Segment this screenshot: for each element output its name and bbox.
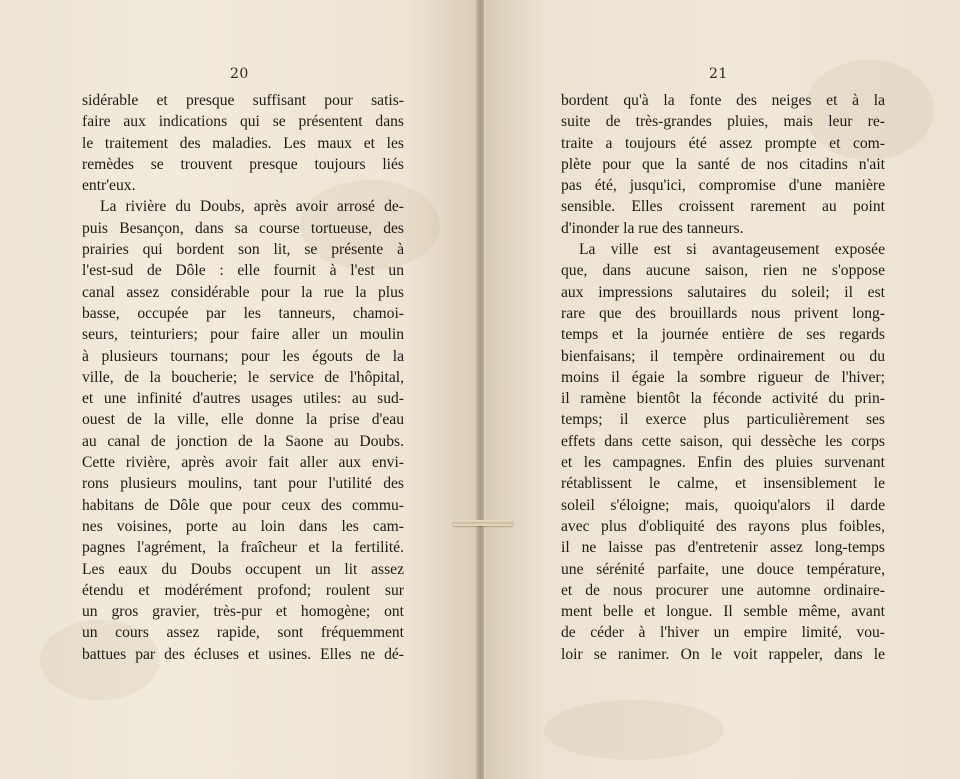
text-line: faire aux indications qui se présentent dans — [82, 113, 404, 131]
text-line: pagnes l'agrément, la fraîcheur et la fertilité. — [82, 539, 404, 557]
text-line: battues par des écluses et usines. Elles ne dé- — [82, 645, 404, 663]
text-line: un cours assez rapide, sont fréquemment — [82, 624, 404, 642]
text-line: aux impressions salutaires du soleil; il est — [561, 283, 885, 301]
page-number: 20 — [230, 66, 249, 82]
text-line: canal assez considérable pour la rue la plus — [82, 283, 404, 301]
text-line: suite de très-grandes pluies, mais leur re- — [561, 113, 885, 131]
text-line: et les campagnes. Enfin des pluies survenant — [561, 454, 885, 472]
text-line: pas été, jusqu'ici, compromise d'une manière — [561, 177, 885, 195]
paper-stain — [544, 700, 724, 760]
text-line: rons plusieurs moulins, tant pour l'utilité des — [82, 475, 404, 493]
text-line: il ne laisse pas d'entretenir assez long-temps — [561, 539, 885, 557]
text-line: avec plus d'obliquité des rayons plus foibles, — [561, 517, 885, 535]
text-line: sidérable et presque suffisant pour satis- — [82, 92, 404, 109]
text-line: une sérénité parfaite, une douce température, — [561, 560, 885, 578]
text-line: effets dans cette saison, qui dessèche les corps — [561, 432, 885, 450]
text-line: remèdes se trouvent presque toujours liés — [82, 155, 404, 173]
text-line: La ville est si avantageusement exposée — [579, 241, 885, 259]
text-line: d'inonder la rue des tanneurs. — [561, 219, 744, 237]
text-line: loir se ranimer. On le voit rappeler, dans le — [561, 645, 885, 663]
left-page — [0, 0, 478, 779]
text-line: puis Besançon, dans sa course tortueuse, des — [82, 219, 404, 237]
text-line: il ramène bientôt la féconde activité du prin- — [561, 390, 885, 408]
text-line: ment belle et longue. Il semble même, avant — [561, 603, 885, 621]
text-line: rare que des brouillards nous privent long- — [561, 304, 885, 322]
right-page — [483, 0, 960, 779]
text-line: temps et la journée entière de ses regards — [561, 326, 885, 344]
text-line: ville, de la boucherie; le service de l'hôpital, — [82, 368, 404, 386]
text-line: à plusieurs tournans; pour les égouts de la — [82, 347, 404, 365]
text-line: soleil s'éloigne; mais, quoiqu'alors il darde — [561, 496, 885, 514]
binding-thread — [452, 520, 514, 526]
text-line: un gros gravier, très-pur et homogène; ont — [82, 603, 404, 621]
text-line: que, dans aucune saison, rien ne s'oppose — [561, 262, 885, 280]
text-line: de céder à l'hiver un empire limité, vou- — [561, 624, 885, 642]
text-line: sensible. Elles croissent rarement au point — [561, 198, 885, 216]
text-line: l'est-sud de Dôle : elle fournit à l'est un — [82, 262, 404, 280]
text-line: nes voisines, porte au loin dans les cam- — [82, 517, 404, 535]
text-line: Les eaux du Doubs occupent un lit assez — [82, 560, 404, 578]
text-line: ouest de la ville, elle donne la prise d'eau — [82, 411, 404, 429]
text-line: seurs, teinturiers; pour faire aller un moulin — [82, 326, 404, 344]
text-line: moins il égaie la sombre rigueur de l'hiver; — [561, 368, 885, 386]
text-line: bordent qu'à la fonte des neiges et à la — [561, 92, 885, 109]
page-number: 21 — [709, 66, 728, 82]
text-line: traite a toujours été assez prompte et com- — [561, 134, 885, 152]
text-line: le traitement des maladies. Les maux et les — [82, 134, 404, 152]
text-line: basse, occupée par les tanneurs, chamoi- — [82, 304, 404, 322]
text-line: et une infinité d'autres usages utiles: au sud- — [82, 390, 404, 408]
text-line: prairies qui bordent son lit, se présente à — [82, 241, 404, 259]
text-line: et de nous procurer une automne ordinaire- — [561, 581, 885, 599]
text-line: La rivière du Doubs, après avoir arrosé de- — [100, 198, 404, 216]
text-line: au canal de jonction de la Saone au Doubs. — [82, 432, 404, 450]
text-line: plète pour que la santé de nos citadins n'ait — [561, 155, 885, 173]
text-line: rétablissent le calme, et insensiblement le — [561, 475, 885, 493]
text-line: bienfaisans; il tempère ordinairement ou du — [561, 347, 885, 365]
right-page-text — [561, 90, 885, 665]
text-line: habitans de Dôle que pour ceux des commu- — [82, 496, 404, 514]
text-line: temps; il exerce plus particulièrement ses — [561, 411, 885, 429]
left-page-text — [82, 90, 404, 665]
text-line: étendu et modérément profond; roulent sur — [82, 581, 404, 599]
text-line: Cette rivière, après avoir fait aller aux envi- — [82, 454, 404, 472]
text-line: entr'eux. — [82, 177, 136, 195]
